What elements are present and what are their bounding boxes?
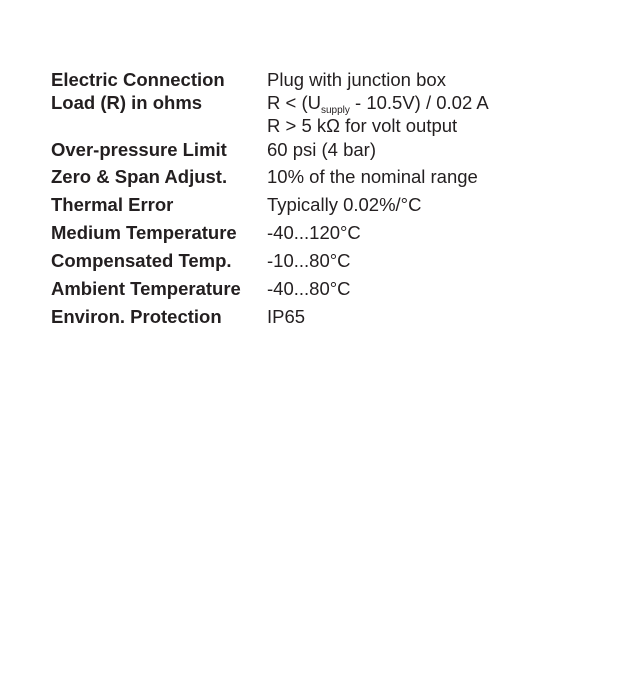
spec-row-electric-connection — [51, 68, 531, 91]
spec-value: 10% of the nominal range — [267, 166, 478, 187]
load-volt-output-line: R > 5 kΩ for volt output — [267, 115, 458, 136]
spec-label: Zero & Span Adjust. — [51, 166, 228, 187]
spec-label: Thermal Error — [51, 194, 174, 215]
spec-label: Ambient Temperature — [51, 278, 241, 299]
load-formula-suffix: - 10.5V) / 0.02 A — [349, 92, 489, 113]
spec-label: Electric Connection — [51, 69, 225, 90]
spec-row-ambient-temperature — [51, 277, 531, 300]
spec-label: Load (R) in ohms — [51, 92, 203, 113]
spec-value: -40...80°C — [267, 278, 351, 299]
spec-value: Typically 0.02%/°C — [267, 194, 422, 215]
load-formula-prefix: R < (U — [267, 92, 321, 113]
spec-value: -40...120°C — [267, 222, 361, 243]
spec-value: Plug with junction box — [267, 69, 446, 90]
spec-label: Medium Temperature — [51, 222, 237, 243]
spec-label: Compensated Temp. — [51, 250, 232, 271]
spec-row-zero-span-adjust — [51, 165, 531, 188]
spec-value: 60 psi (4 bar) — [267, 139, 376, 160]
load-formula-line — [267, 91, 489, 114]
spec-row-over-pressure-limit — [51, 138, 531, 161]
spec-row-medium-temperature — [51, 221, 531, 244]
spec-value: -10...80°C — [267, 250, 351, 271]
specifications-table — [51, 68, 531, 328]
spec-label: Over-pressure Limit — [51, 139, 227, 160]
spec-value: IP65 — [267, 306, 306, 327]
supply-subscript: supply — [320, 105, 350, 116]
spec-row-thermal-error — [51, 193, 531, 216]
spec-row-compensated-temp — [51, 249, 531, 272]
spec-row-environ-protection — [51, 305, 531, 328]
spec-value — [267, 91, 489, 137]
spec-label: Environ. Protection — [51, 306, 222, 327]
spec-row-load — [51, 91, 531, 137]
